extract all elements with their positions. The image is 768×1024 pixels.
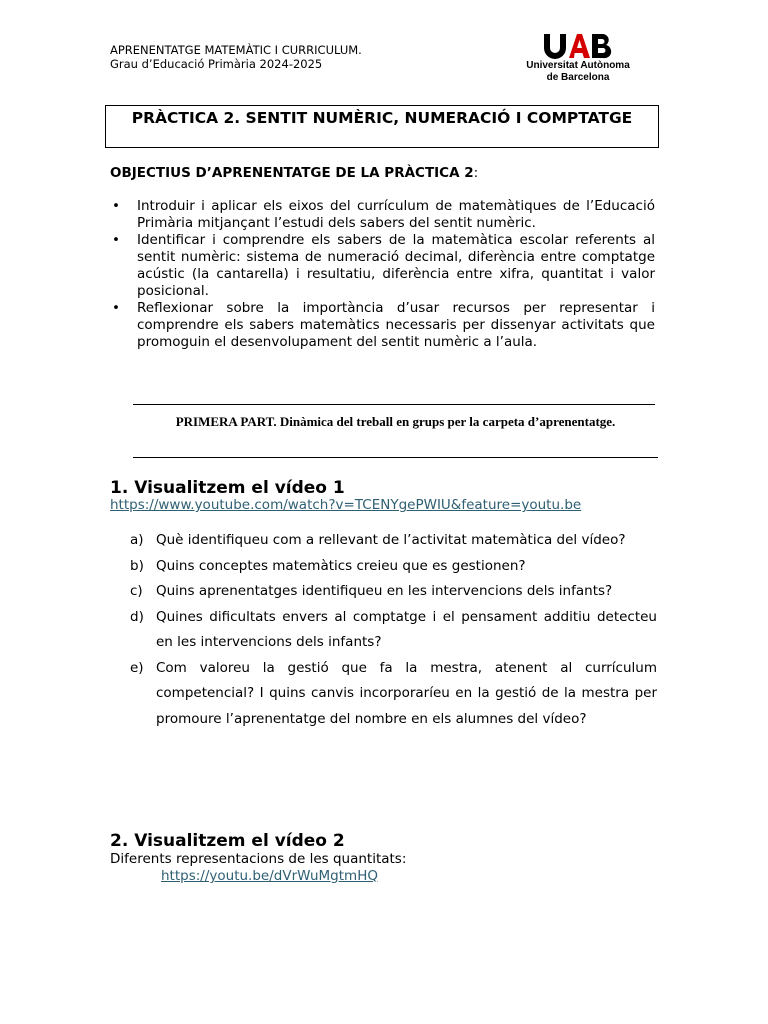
logo-text-line2: de Barcelona (546, 72, 610, 83)
list-item (130, 605, 657, 656)
question-text: Quins conceptes matemàtics creieu que es gestionen? (156, 557, 526, 574)
objectives-heading-colon: : (473, 165, 479, 181)
part-heading-bold: PRIMERA PART. (175, 414, 277, 429)
list-item (110, 232, 655, 300)
section-1-questions (130, 528, 657, 732)
bullet-icon: • (112, 198, 120, 214)
course-subtitle: Grau d’Educació Primària 2024-2025 (110, 57, 323, 71)
list-item (110, 300, 655, 351)
question-letter: b) (130, 557, 144, 574)
objective-text: Introduir i aplicar els eixos del currículum de matemàtiques de l’Educació Primària mitjançant l’estudi dels sabers del sentit numèric. (137, 198, 655, 231)
course-title: APRENENTATGE MATEMÀTIC I CURRICULUM. (110, 43, 362, 57)
course-header (110, 43, 362, 71)
section-1-heading: 1. Visualitzem el vídeo 1 (110, 478, 345, 498)
practice-title-box (105, 105, 659, 148)
part-heading-rest: Dinàmica del treball en grups per la carpeta d’aprenentatge. (276, 414, 616, 429)
objective-text: Identificar i comprendre els sabers de la matemàtica escolar referents al sentit numèric: sistema de numeració decimal, diferència entre comptatge acústic (la cantarella) i resultatiu, diferència entre xifra, quantitat i valor posicional. (137, 232, 655, 299)
objectives-heading-text: OBJECTIUS D’APRENENTATGE DE LA PRÀCTICA 2 (110, 165, 474, 181)
section-2-subtitle: Diferents representacions de les quantitats: (110, 851, 407, 867)
objectives-heading (110, 165, 478, 182)
objectives-list (110, 198, 655, 351)
question-text: Quines dificultats envers al comptatge i el pensament additiu detecteu en les intervencions dels infants? (156, 608, 657, 650)
objective-text: Reflexionar sobre la importància d’usar recursos per representar i comprendre els sabers matemàtics necessaris per dissenyar activitats que promoguin el desenvolupament del sentit numèric a l’aula. (137, 300, 655, 350)
question-letter: e) (130, 659, 144, 676)
question-letter: d) (130, 608, 144, 625)
list-item (130, 656, 657, 733)
video-2-link[interactable]: https://youtu.be/dVrWuMgtmHQ (161, 868, 378, 884)
list-item (130, 528, 657, 554)
video-1-link[interactable]: https://www.youtube.com/watch?v=TCENYgePWIU&feature=youtu.be (110, 497, 582, 513)
question-text: Quins aprenentatges identifiqueu en les intervencions dels infants? (156, 583, 613, 599)
question-letter: a) (130, 532, 144, 548)
uab-logo (518, 33, 638, 88)
divider-top (133, 404, 655, 405)
part-heading (133, 414, 658, 430)
divider-bottom (133, 457, 658, 458)
question-letter: c) (130, 583, 143, 599)
question-text: Com valoreu la gestió que fa la mestra, atenent al currículum competencial? I quins canvis incorporaríeu en la gestió de la mestra per promoure l’aprenentatge del nombre en els alumnes del vídeo? (156, 659, 657, 727)
practice-title: PRÀCTICA 2. SENTIT NUMÈRIC, NUMERACIÓ I COMPTATGE (131, 109, 633, 127)
bullet-icon: • (112, 232, 120, 248)
list-item (130, 579, 657, 605)
uab-logo-mark (542, 33, 614, 59)
list-item (110, 198, 655, 232)
logo-text-line1: Universitat Autònoma (526, 60, 630, 71)
question-text: Què identifiqueu com a rellevant de l’activitat matemàtica del vídeo? (156, 532, 626, 548)
bullet-icon: • (112, 300, 120, 316)
list-item (130, 554, 657, 580)
section-2-heading: 2. Visualitzem el vídeo 2 (110, 831, 345, 851)
